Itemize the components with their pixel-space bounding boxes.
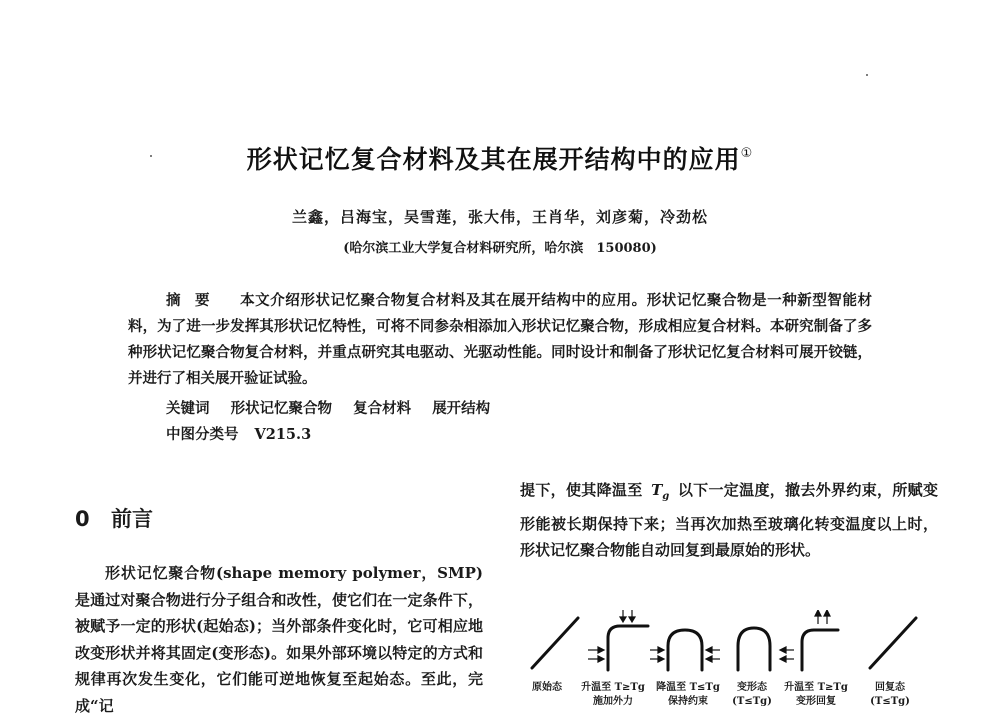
paragraph-text: 以下一定温度，撤去外界约束，所赋变形能被长期保持下来；当再次加热至玻璃化转变温度以上时，形状记忆聚合物能自动回复到最原始的形状。 — [520, 481, 938, 559]
figure-caption — [780, 681, 852, 709]
constrained-rod — [668, 630, 702, 670]
section-number: 0 — [75, 507, 90, 531]
original-state-rod — [532, 618, 578, 668]
caption-line: 变形态 — [737, 682, 767, 693]
tg-subscript: g — [662, 491, 670, 502]
body-paragraph — [520, 477, 938, 564]
abstract-text: 本文介绍形状记忆聚合物复合材料及其在展开结构中的应用。形状记忆聚合物是一种新型智能材料，为了进一步发挥其形状记忆特性，可将不同参杂相添加入形状记忆聚合物，形成相应复合材料。本研究制备了多种形状记忆聚合物复合材料，并重点研究其电驱动、光驱动性能。同时设计和制备了形状记忆复合材料可展开铰链，并进行了相关展开验证试验。 — [128, 292, 873, 387]
left-arrow-icon — [706, 656, 712, 662]
paper-title — [0, 140, 1000, 176]
figure-caption — [860, 681, 920, 709]
caption-line: 变形回复 — [796, 696, 836, 707]
right-arrow-icon — [658, 656, 664, 662]
classification-label: 中图分类号 — [166, 426, 239, 443]
up-arrow-icon — [815, 610, 821, 616]
paper-title-text: 形状记忆复合材料及其在展开结构中的应用 — [246, 145, 741, 174]
abstract — [128, 288, 872, 392]
right-arrow-icon — [598, 647, 604, 653]
down-arrow-icon — [620, 617, 626, 622]
up-arrow-icon — [824, 610, 830, 616]
keyword-item: 复合材料 — [353, 400, 412, 417]
recovered-state-rod — [870, 618, 916, 668]
paragraph-text: 提下，使其降温至 — [520, 481, 643, 499]
tg-symbol — [651, 481, 670, 502]
caption-line: 原始态 — [532, 682, 562, 693]
keyword-item: 展开结构 — [432, 400, 491, 417]
footnote-mark: ① — [740, 146, 754, 161]
speck-dot — [866, 74, 868, 76]
bend-rod — [608, 626, 648, 670]
right-column — [520, 477, 938, 564]
classification-line — [166, 422, 311, 448]
tg-symbol-letter: T — [651, 481, 663, 499]
caption-line: 施加外力 — [593, 696, 633, 707]
figure-caption — [652, 681, 724, 709]
recovering-rod — [802, 630, 838, 670]
caption-line: 降温至 T≤Tg — [656, 682, 720, 693]
author-list: 兰鑫，吕海宝，吴雪莲，张大伟，王肖华，刘彦菊，冷劲松 — [291, 208, 708, 226]
keyword-item: 形状记忆聚合物 — [230, 400, 333, 417]
left-arrow-icon — [780, 647, 786, 653]
deformed-rod — [738, 628, 770, 670]
left-arrow-icon — [706, 647, 712, 653]
left-arrow-icon — [780, 656, 786, 662]
caption-line: 回复态 — [875, 682, 905, 693]
affiliation: (哈尔滨工业大学复合材料研究所，哈尔滨 150080) — [343, 241, 657, 256]
caption-line: 保持约束 — [668, 696, 708, 707]
abstract-label: 摘要 — [166, 292, 225, 309]
left-column — [75, 560, 483, 719]
figure-caption — [727, 681, 777, 709]
caption-line: 升温至 T≥Tg — [581, 682, 645, 693]
keywords-line — [166, 396, 490, 422]
keywords-label: 关键词 — [166, 400, 210, 417]
right-arrow-icon — [658, 647, 664, 653]
caption-line: (T≤Tg) — [870, 696, 910, 707]
figure-caption — [522, 681, 572, 695]
classification-value: V215.3 — [254, 426, 312, 443]
caption-line: (T≤Tg) — [732, 696, 772, 707]
section-heading — [75, 503, 153, 533]
right-arrow-icon — [598, 656, 604, 662]
figure-caption — [577, 681, 649, 709]
section-title: 前言 — [111, 507, 153, 531]
caption-line: 升温至 T≥Tg — [784, 682, 848, 693]
down-arrow-icon — [629, 617, 635, 622]
figure-captions — [522, 681, 942, 709]
body-paragraph: 形状记忆聚合物(shape memory polymer，SMP)是通过对聚合物进行分子组合和改性，使它们在一定条件下，被赋予一定的形状(起始态)；当外部条件变化时，它可相应地改变形状并将其固定(变形态)。如果外部环境以特定的方式和规律再次发生变化，它们能可逆地恢复至起始态。至此，完成“记 — [75, 564, 483, 715]
